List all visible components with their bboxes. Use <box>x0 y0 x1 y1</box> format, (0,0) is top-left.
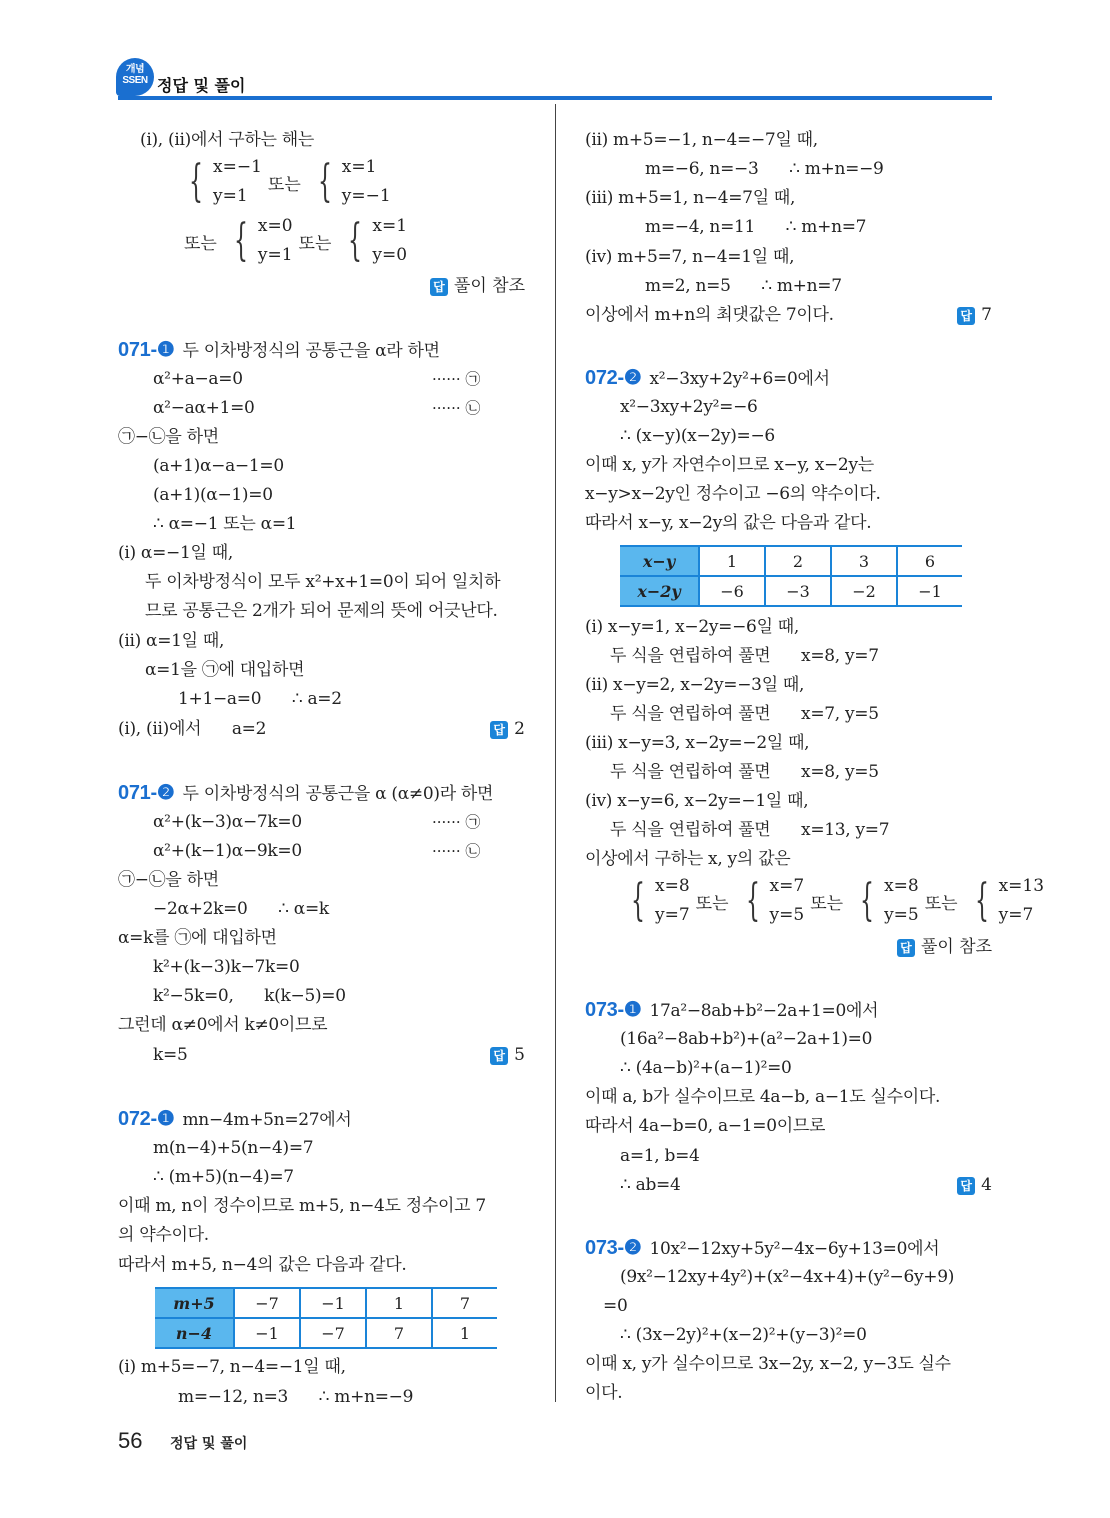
equation-pair <box>213 153 262 211</box>
line-text: 두 이차방정식의 공통근을 α라 하면 <box>182 341 440 361</box>
solution-line <box>585 1084 940 1110</box>
equation-pair <box>655 872 690 930</box>
left-brace: { <box>317 156 332 207</box>
equation: y=5 <box>884 905 919 925</box>
line-text: m=−4, n=11 ∴ m+n=7 <box>645 217 867 237</box>
line-text: x²−3xy+2y²+6=0에서 <box>649 369 830 389</box>
answer-box <box>957 1172 992 1198</box>
solution-line <box>118 925 277 951</box>
line-text: 따라서 x−y, x−2y의 값은 다음과 같다. <box>585 513 872 533</box>
logo-text-top: 개념 <box>125 64 145 75</box>
left-brace: { <box>631 875 645 926</box>
solution-line <box>118 628 224 654</box>
left-brace: { <box>348 215 363 266</box>
solution-line <box>153 983 346 1009</box>
line-text: (i), (ii)에서 구하는 해는 <box>140 130 315 150</box>
line-text: 그런데 α≠0에서 k≠0이므로 <box>118 1015 328 1035</box>
equation: y=7 <box>998 905 1034 925</box>
equation: y=7 <box>655 905 690 925</box>
line-text: 17a²−8ab+b²−2a+1=0에서 <box>649 1001 879 1021</box>
system-joiner: 또는 <box>298 233 332 254</box>
equation: y=5 <box>769 905 805 925</box>
line-text: ∴ α=−1 또는 α=1 <box>153 514 297 534</box>
line-text: ∴ (m+5)(n−4)=7 <box>153 1167 294 1187</box>
table-cell: 7 <box>366 1318 432 1348</box>
solution-line <box>153 511 296 537</box>
system-joiner: 또는 <box>267 174 301 195</box>
solution-line <box>610 701 879 727</box>
solution-line <box>585 846 790 872</box>
line-text: (iii) m+5=1, n−4=7일 때, <box>585 188 796 208</box>
table-cell: 6 <box>897 546 962 576</box>
solution-line <box>585 672 804 698</box>
line-text: (ii) x−y=2, x−2y=−3일 때, <box>585 675 805 695</box>
answer-box <box>490 716 525 742</box>
problem-heading <box>585 1235 939 1261</box>
solution-line <box>585 1380 622 1406</box>
solution-line <box>118 1252 406 1278</box>
answer-text: 5 <box>514 1045 525 1065</box>
solution-line <box>153 1042 187 1068</box>
solution-line <box>145 569 500 595</box>
equation-pair <box>372 212 407 270</box>
answer-marker-icon: 답 <box>897 939 915 957</box>
solution-line <box>620 1172 681 1198</box>
problem-heading <box>585 365 830 391</box>
ssen-logo <box>116 58 154 96</box>
line-text: 이때 m, n이 정수이므로 m+5, n−4도 정수이고 7 <box>118 1196 486 1216</box>
table-cell: 1 <box>699 546 765 576</box>
solution-line <box>178 1384 413 1410</box>
line-text: (iii) x−y=3, x−2y=−2일 때, <box>585 733 810 753</box>
system-joiner: 또는 <box>924 893 958 914</box>
system-joiner: 또는 <box>810 893 844 914</box>
answer-box <box>957 302 992 328</box>
answer-box <box>490 1042 525 1068</box>
equation: x=−1 <box>213 157 262 177</box>
line-text: 따라서 4a−b=0, a−1=0이므로 <box>585 1116 826 1136</box>
equation-system <box>178 212 407 270</box>
left-brace: { <box>745 875 760 926</box>
line-text: (9x²−12xy+4y²)+(x²−4x+4)+(y²−6y+9) <box>620 1267 955 1287</box>
line-text: ㉠−㉡을 하면 <box>118 870 219 890</box>
problem-number: 072-❷ <box>585 367 642 389</box>
table-cell: 1 <box>432 1318 497 1348</box>
solution-line <box>585 788 808 814</box>
solution-line <box>585 1113 825 1139</box>
table-cell: −7 <box>234 1288 300 1318</box>
table-cell: 7 <box>432 1288 497 1318</box>
line-text: ∴ (3x−2y)²+(x−2)²+(y−3)²=0 <box>620 1325 867 1345</box>
table-cell: −3 <box>765 576 831 606</box>
line-text: mn−4m+5n=27에서 <box>182 1110 352 1130</box>
equation-system <box>620 872 1044 930</box>
solution-line <box>585 452 874 478</box>
answer-text: 풀이 참조 <box>453 276 525 296</box>
solution-line <box>585 302 834 328</box>
equation-pair <box>342 153 391 211</box>
answer-marker-icon: 답 <box>490 1047 508 1065</box>
logo-text-bottom: SSEN <box>122 75 148 86</box>
line-text: a=1, b=4 <box>620 1146 700 1166</box>
equation: y=1 <box>257 245 293 265</box>
line-text: ∴ ab=4 <box>620 1175 681 1195</box>
table-cell: −1 <box>897 576 962 606</box>
equation-tag: ······ ㉠ <box>432 370 481 388</box>
equation: y=0 <box>372 245 408 265</box>
solution-line <box>610 643 879 669</box>
line-text: (i) x−y=1, x−2y=−6일 때, <box>585 617 800 637</box>
solution-line <box>153 1164 294 1190</box>
equation: x=13 <box>998 876 1045 896</box>
answer-marker-icon: 답 <box>490 721 508 739</box>
line-text: 두 식을 연립하여 풀면 x=7, y=5 <box>610 704 879 724</box>
table-row <box>620 546 962 576</box>
equation: y=−1 <box>341 186 391 206</box>
problem-heading <box>118 337 440 363</box>
line-text: 이때 a, b가 실수이므로 4a−b, a−1도 실수이다. <box>585 1087 941 1107</box>
line-text: ∴ (x−y)(x−2y)=−6 <box>620 426 775 446</box>
solution-line <box>153 896 329 922</box>
equation: x=1 <box>372 216 408 236</box>
line-text: α²+(k−3)α−7k=0 <box>153 812 302 832</box>
line-text: 이때 x, y가 자연수이므로 x−y, x−2y는 <box>585 455 874 475</box>
table-cell: −2 <box>831 576 897 606</box>
line-text: α=k를 ㉠에 대입하면 <box>118 928 277 948</box>
problem-heading <box>118 780 493 806</box>
solution-line <box>645 156 884 182</box>
solution-line <box>153 954 300 980</box>
equation: x=8 <box>655 876 690 896</box>
line-text: (i), (ii)에서 a=2 <box>118 719 267 739</box>
equation: x=1 <box>341 157 377 177</box>
problem-number: 073-❶ <box>585 999 642 1021</box>
left-brace: { <box>860 875 875 926</box>
solution-line <box>118 1193 486 1219</box>
solution-line <box>620 423 775 449</box>
line-text: −2α+2k=0 ∴ α=k <box>153 899 329 919</box>
problem-number: 071-❶ <box>118 339 175 361</box>
line-text: 두 이차방정식이 모두 x²+x+1=0이 되어 일치하 <box>145 572 501 592</box>
equation-tag: ······ ㉠ <box>432 813 481 831</box>
line-text: (i) m+5=−7, n−4=−1일 때, <box>118 1357 346 1377</box>
solution-line <box>153 482 273 508</box>
solution-line <box>645 214 866 240</box>
solution-line <box>585 1351 951 1377</box>
line-text: 이상에서 구하는 x, y의 값은 <box>585 849 791 869</box>
solution-line <box>620 1322 867 1348</box>
solution-line <box>153 838 302 864</box>
solution-line <box>645 273 842 299</box>
line-text: (a+1)(α−1)=0 <box>153 485 273 505</box>
line-text: 두 식을 연립하여 풀면 x=8, y=7 <box>610 646 879 666</box>
line-text: α=1을 ㉠에 대입하면 <box>145 660 305 680</box>
line-text: 의 약수이다. <box>118 1225 209 1245</box>
table-row <box>155 1288 497 1318</box>
line-text: 두 이차방정식의 공통근을 α (α≠0)라 하면 <box>182 784 494 804</box>
solution-line <box>145 657 304 683</box>
answer-box <box>430 273 525 299</box>
solution-line <box>118 867 219 893</box>
footer-title: 정답 및 풀이 <box>170 1436 248 1452</box>
left-brace: { <box>189 156 203 207</box>
equation: y=1 <box>213 186 248 206</box>
line-text: m=2, n=5 ∴ m+n=7 <box>645 276 842 296</box>
line-text: ㉠−㉡을 하면 <box>118 427 219 447</box>
line-text: (iv) m+5=7, n−4=1일 때, <box>585 247 795 267</box>
answer-text: 풀이 참조 <box>920 937 992 957</box>
equation-pair <box>884 872 919 930</box>
answer-text: 2 <box>514 719 525 739</box>
answer-marker-icon: 답 <box>430 278 448 296</box>
table-cell: −1 <box>234 1318 300 1348</box>
value-table <box>620 545 962 607</box>
line-text: m=−12, n=3 ∴ m+n=−9 <box>178 1387 414 1407</box>
line-text: (16a²−8ab+b²)+(a²−2a+1)=0 <box>620 1029 873 1049</box>
line-text: ∴ (4a−b)²+(a−1)²=0 <box>620 1058 792 1078</box>
solution-line <box>118 424 219 450</box>
line-text: α²+(k−1)α−9k=0 <box>153 841 302 861</box>
line-text: (ii) α=1일 때, <box>118 631 225 651</box>
table-row <box>155 1318 497 1348</box>
line-text: (i) α=−1일 때, <box>118 543 233 563</box>
table-cell: n−4 <box>155 1318 234 1348</box>
value-table <box>155 1287 497 1349</box>
solution-line <box>118 1222 209 1248</box>
column-divider <box>555 104 556 1402</box>
equation: x=8 <box>884 876 919 896</box>
solution-line <box>118 540 233 566</box>
solution-line <box>620 1055 792 1081</box>
solution-line <box>153 453 284 479</box>
table-cell: −1 <box>300 1288 366 1318</box>
solution-line <box>145 598 498 624</box>
line-text: k²−5k=0, k(k−5)=0 <box>153 986 346 1006</box>
answer-marker-icon: 답 <box>957 1177 975 1195</box>
solution-line <box>620 1264 954 1290</box>
problem-number: 071-❷ <box>118 782 175 804</box>
solution-line <box>178 686 342 712</box>
answer-text: 4 <box>981 1175 992 1195</box>
solution-line <box>153 1135 313 1161</box>
line-text: 10x²−12xy+5y²−4x−6y+13=0에서 <box>649 1239 940 1259</box>
line-text: 이때 x, y가 실수이므로 3x−2y, x−2, y−3도 실수 <box>585 1354 951 1374</box>
answer-box <box>897 934 992 960</box>
equation-tag: ······ ㉡ <box>432 842 481 860</box>
solution-line <box>620 394 758 420</box>
solution-line <box>140 127 314 153</box>
line-text: 1+1−a=0 ∴ a=2 <box>178 689 342 709</box>
page-number: 56 <box>118 1428 143 1453</box>
line-text: k=5 <box>153 1045 188 1065</box>
system-joiner: 또는 <box>695 893 729 914</box>
equation: x=7 <box>769 876 805 896</box>
equation-pair <box>999 872 1044 930</box>
solution-line <box>610 817 889 843</box>
equation-system <box>178 153 391 211</box>
solution-line <box>118 1354 346 1380</box>
solution-line <box>118 1012 327 1038</box>
solution-line <box>153 809 302 835</box>
line-text: x−y>x−2y인 정수이고 −6의 약수이다. <box>585 484 881 504</box>
line-text: α²−aα+1=0 <box>153 398 255 418</box>
solution-line <box>585 244 794 270</box>
line-text: 이상에서 m+n의 최댓값은 7이다. <box>585 305 834 325</box>
line-text: 두 식을 연립하여 풀면 x=13, y=7 <box>610 820 890 840</box>
table-cell: −7 <box>300 1318 366 1348</box>
solution-line <box>585 614 799 640</box>
line-text: k²+(k−3)k−7k=0 <box>153 957 300 977</box>
line-text: (a+1)α−a−1=0 <box>153 456 284 476</box>
equation-pair <box>770 872 805 930</box>
solution-line <box>153 366 243 392</box>
solution-line <box>585 185 795 211</box>
equation: x=0 <box>257 216 293 236</box>
left-brace: { <box>233 215 248 266</box>
line-text: (ii) m+5=−1, n−4=−7일 때, <box>585 130 818 150</box>
problem-number: 073-❷ <box>585 1237 642 1259</box>
solution-line <box>118 716 266 742</box>
solution-line <box>610 759 879 785</box>
answer-text: 7 <box>981 305 992 325</box>
header-rule <box>118 96 992 100</box>
table-cell: m+5 <box>155 1288 234 1318</box>
line-text: m=−6, n=−3 ∴ m+n=−9 <box>645 159 884 179</box>
solution-line <box>585 481 881 507</box>
solution-line <box>153 395 255 421</box>
solution-line <box>585 730 809 756</box>
solution-line <box>603 1293 627 1319</box>
answer-marker-icon: 답 <box>957 307 975 325</box>
solution-line <box>620 1026 872 1052</box>
solution-line <box>585 127 818 153</box>
solution-line <box>620 1143 700 1169</box>
solution-line <box>585 510 871 536</box>
problem-heading <box>585 997 878 1023</box>
line-text: x²−3xy+2y²=−6 <box>620 397 758 417</box>
table-cell: 1 <box>366 1288 432 1318</box>
table-cell: −6 <box>699 576 765 606</box>
table-cell: 3 <box>831 546 897 576</box>
problem-number: 072-❶ <box>118 1108 175 1130</box>
left-brace: { <box>974 875 989 926</box>
equation-tag: ······ ㉡ <box>432 399 481 417</box>
line-text: m(n−4)+5(n−4)=7 <box>153 1138 314 1158</box>
problem-heading <box>118 1106 352 1132</box>
line-text: α²+a−a=0 <box>153 369 243 389</box>
line-text: 따라서 m+5, n−4의 값은 다음과 같다. <box>118 1255 407 1275</box>
line-text: 이다. <box>585 1383 623 1403</box>
table-cell: 2 <box>765 546 831 576</box>
table-cell: x−y <box>620 546 699 576</box>
system-joiner: 또는 <box>184 233 217 254</box>
line-text: 므로 공통근은 2개가 되어 문제의 뜻에 어긋난다. <box>145 601 498 621</box>
table-cell: x−2y <box>620 576 699 606</box>
equation-pair <box>258 212 293 270</box>
table-row <box>620 576 962 606</box>
line-text: (iv) x−y=6, x−2y=−1일 때, <box>585 791 809 811</box>
line-text: 두 식을 연립하여 풀면 x=8, y=5 <box>610 762 879 782</box>
line-text: =0 <box>603 1296 628 1316</box>
header-title: 정답 및 풀이 <box>157 76 246 95</box>
